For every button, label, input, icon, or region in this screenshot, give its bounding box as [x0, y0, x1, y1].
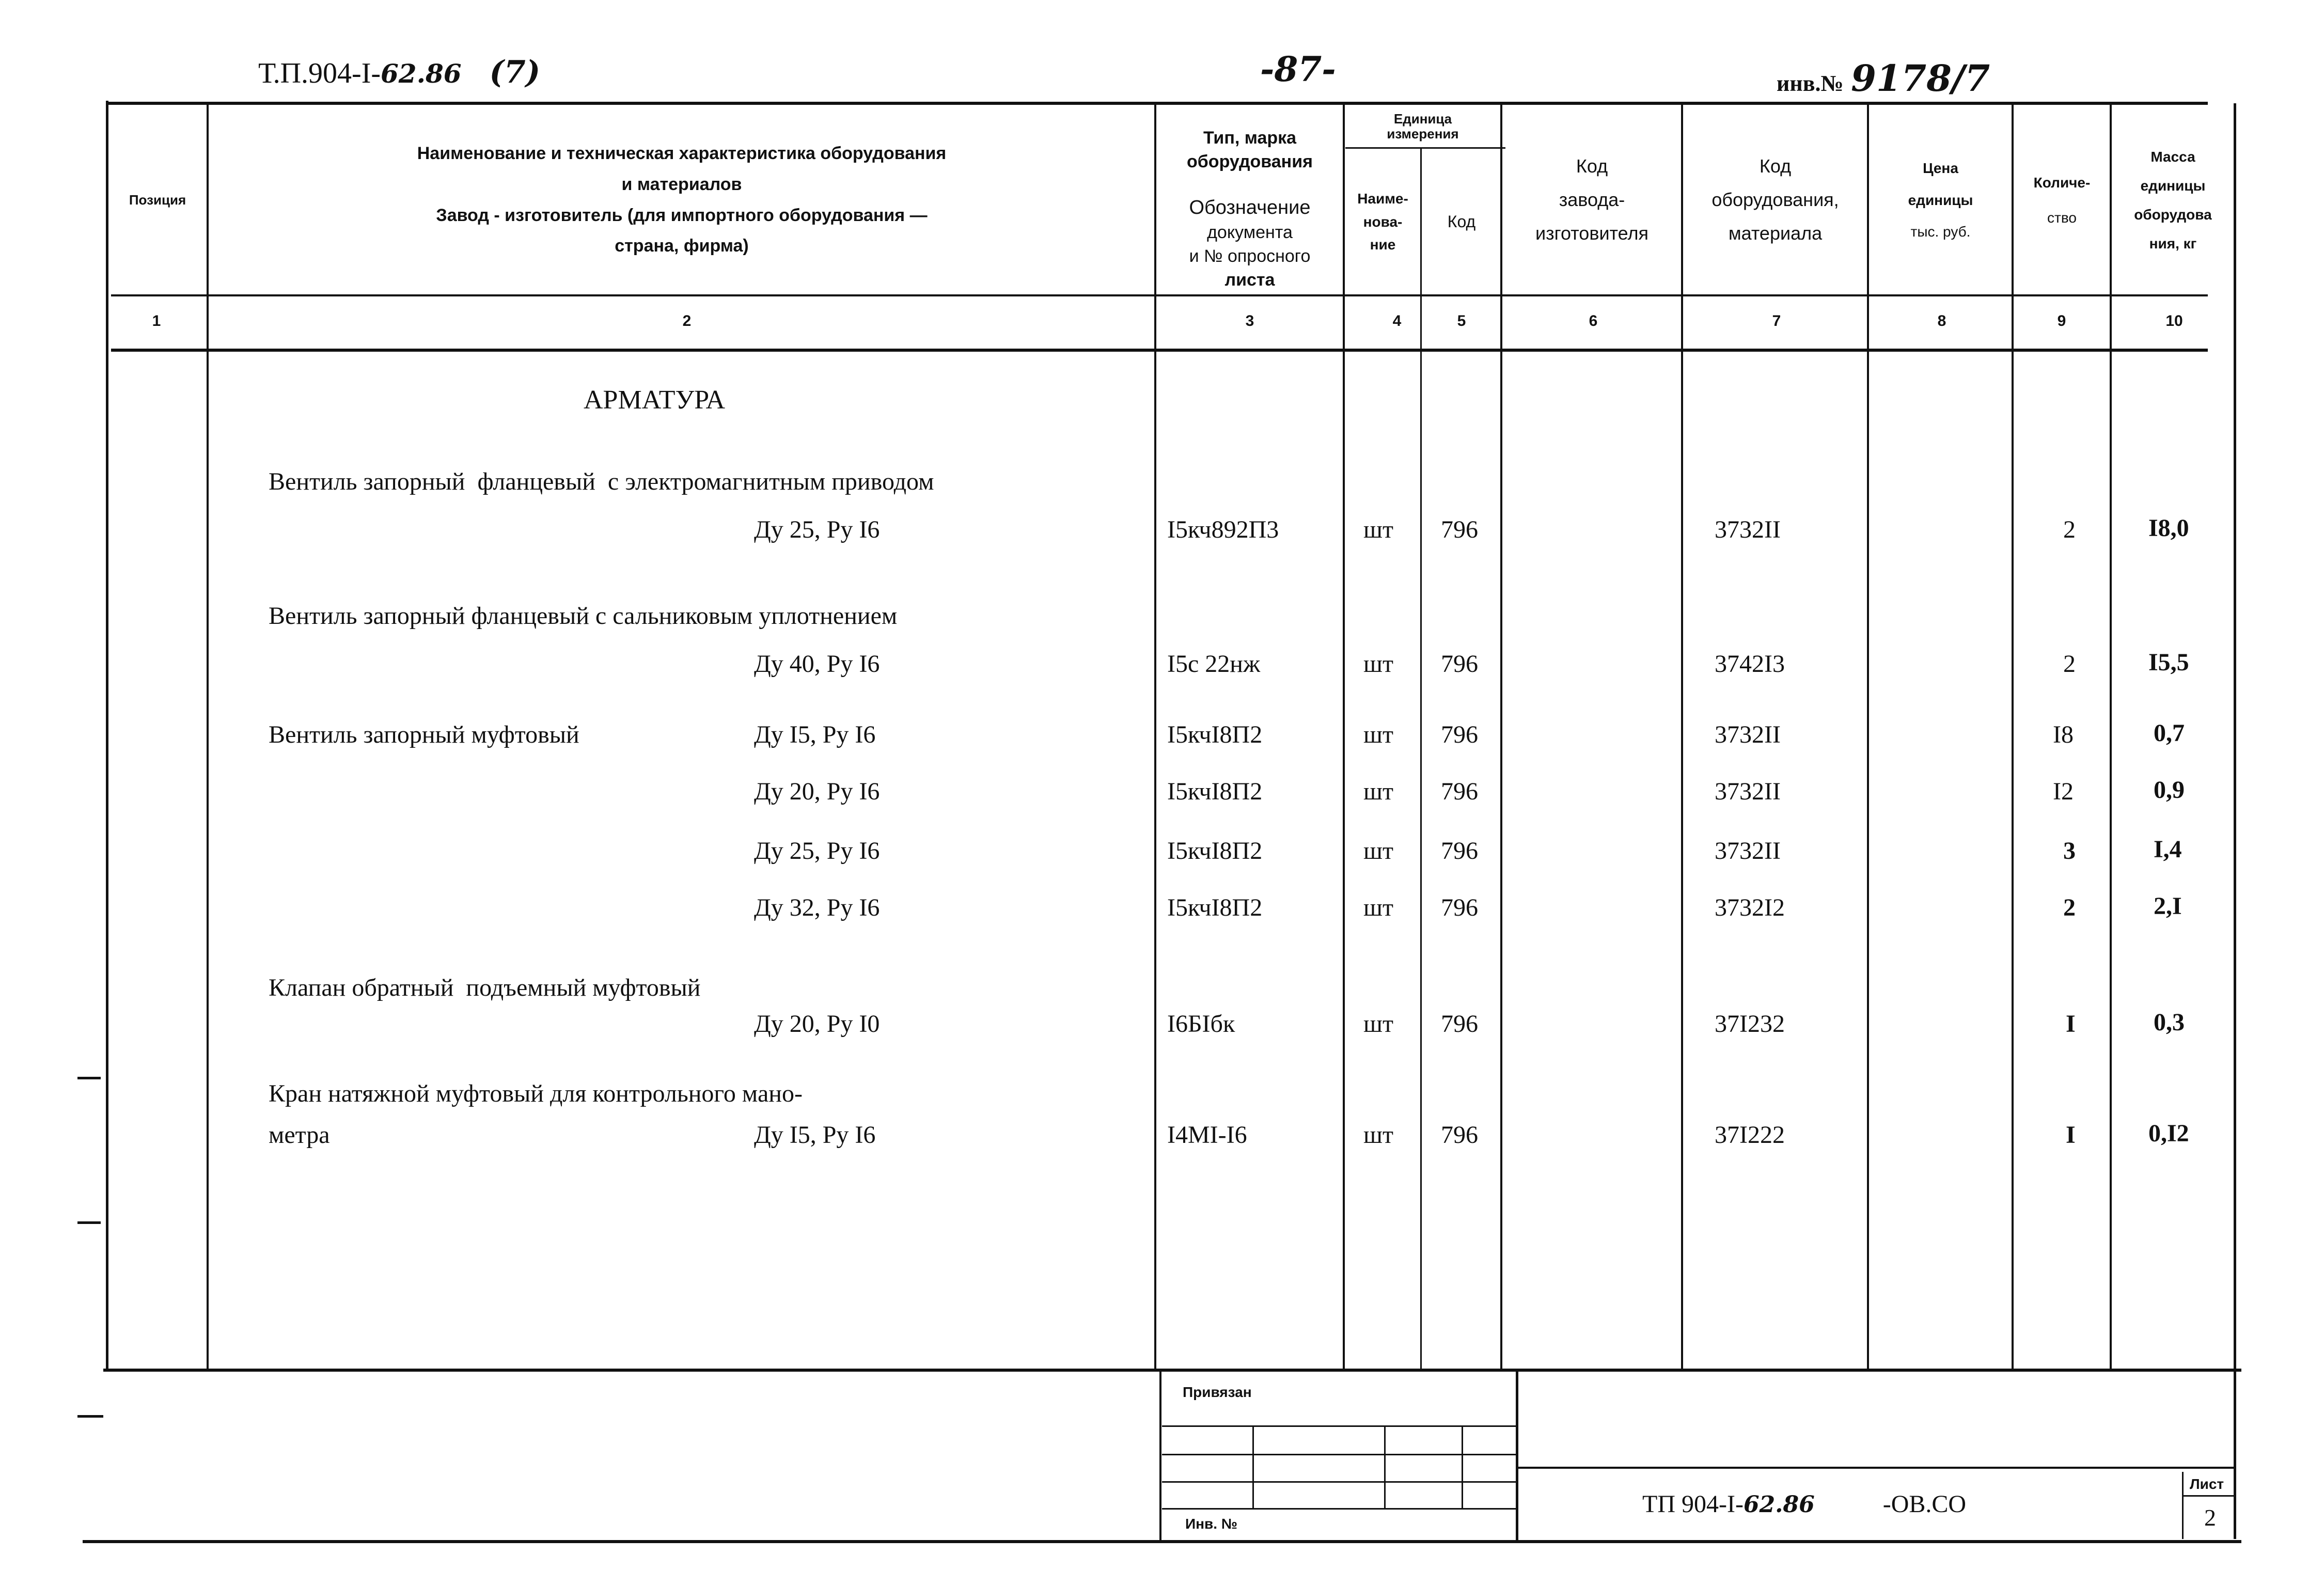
- item-mass: I5,5: [2148, 649, 2189, 676]
- header-unit-code-text: Код: [1447, 212, 1476, 231]
- item-unit-code: 796: [1441, 894, 1478, 921]
- page-bottom-border: [83, 1540, 2241, 1543]
- sheet-number: 2: [2204, 1504, 2216, 1531]
- stamp-code-suffix: -ОВ.СО: [1882, 1490, 1967, 1518]
- col-number-9: 9: [2057, 312, 2066, 329]
- item-mass: I,4: [2154, 836, 2182, 863]
- col-line-2: [1154, 103, 1156, 1369]
- item-unit: шт: [1363, 1010, 1393, 1038]
- stamp-grid-v2: [1384, 1425, 1386, 1508]
- item-mass: 0,I2: [2148, 1120, 2189, 1147]
- stamp-left-line: [1159, 1369, 1161, 1542]
- item-unit: шт: [1363, 721, 1393, 748]
- item-spec: Ду 25, Ру I6: [754, 516, 880, 543]
- item-mass: 0,3: [2154, 1009, 2185, 1036]
- col-line-7: [1867, 103, 1869, 1369]
- item-spec: Ду 20, Ру I6: [754, 778, 880, 805]
- item-mass: I8,0: [2148, 514, 2189, 542]
- inventory-number: [1777, 57, 1990, 100]
- item-quantity: I8: [2053, 721, 2074, 748]
- stamp-bound-label: Привязан: [1183, 1384, 1252, 1400]
- item-quantity: 2: [2063, 516, 2076, 543]
- col-line-8: [2012, 103, 2014, 1369]
- header-qty-line1: Количе-: [2033, 175, 2091, 191]
- stamp-mid-line: [1516, 1369, 1518, 1542]
- item-name: Вентиль запорный муфтовый: [269, 721, 579, 748]
- header-type-line1: Тип, марка: [1203, 128, 1297, 148]
- item-type: I5кчI8П2: [1167, 721, 1263, 748]
- item-type: I5кчI8П2: [1167, 894, 1263, 921]
- col-line-1: [207, 103, 209, 1369]
- item-unit: шт: [1363, 778, 1393, 805]
- item-quantity: I2: [2053, 778, 2074, 805]
- item-unit-code: 796: [1441, 650, 1478, 678]
- inventory-label: инв.№: [1777, 71, 1844, 96]
- doc-ref-handwritten: 62.86: [381, 58, 462, 89]
- item-unit-code: 796: [1441, 837, 1478, 865]
- stamp-inv-label: Инв. №: [1185, 1516, 1238, 1532]
- document-reference: [258, 54, 540, 90]
- header-eq-code-line2: оборудования,: [1711, 189, 1839, 211]
- header-plant-code-line2: завода-: [1559, 189, 1625, 211]
- margin-mark-2: [77, 1221, 101, 1224]
- header-name: [209, 106, 1154, 294]
- header-unit-group: [1345, 106, 1500, 147]
- header-mass-line2: единицы: [2140, 177, 2206, 194]
- header-unit-name-line1: Наиме-: [1357, 190, 1408, 207]
- header-doc-line4: листа: [1224, 270, 1275, 290]
- item-mass: 0,9: [2154, 776, 2185, 804]
- item-spec: Ду I5, Ру I6: [754, 1121, 876, 1149]
- item-quantity: I: [2066, 1121, 2076, 1149]
- item-quantity: 2: [2063, 894, 2076, 921]
- header-mass-line4: ния, кг: [2149, 235, 2197, 252]
- col-line-9: [2110, 103, 2112, 1369]
- table-bottom-border: [103, 1369, 2241, 1372]
- header-doc-line3: и № опросного: [1189, 246, 1311, 266]
- item-unit-code: 796: [1441, 516, 1478, 543]
- stamp-code-handwritten: 62.86: [1743, 1491, 1815, 1518]
- col-number-6: 6: [1589, 312, 1598, 329]
- item-eq-code: 37I222: [1715, 1121, 1785, 1149]
- header-unit-group-line1: Единица: [1393, 111, 1452, 127]
- sheet-box-divider: [2182, 1495, 2234, 1497]
- margin-mark-3: [77, 1415, 103, 1418]
- header-mass-line1: Масса: [2150, 148, 2195, 165]
- item-unit: шт: [1363, 837, 1393, 865]
- item-unit-code: 796: [1441, 778, 1478, 805]
- header-price-line2: единицы: [1908, 192, 1973, 208]
- item-spec: Ду 25, Ру I6: [754, 837, 880, 865]
- header-eq-code-line1: Код: [1759, 155, 1792, 177]
- header-unit-name-line3: ние: [1370, 237, 1396, 253]
- sheet-label: Лист: [2190, 1476, 2224, 1492]
- item-name: метра: [269, 1121, 330, 1149]
- header-name-line3: Завод - изготовитель (для импортного оборудования —: [436, 205, 928, 225]
- col-number-2: 2: [682, 312, 692, 329]
- col-number-3: 3: [1245, 312, 1254, 329]
- item-type: I6БIбк: [1167, 1010, 1235, 1038]
- stamp-right-top-line: [1518, 1467, 2236, 1469]
- col-number-8: 8: [1937, 312, 1946, 329]
- item-quantity: I: [2066, 1010, 2076, 1038]
- item-unit: шт: [1363, 650, 1393, 678]
- item-eq-code: 3732II: [1715, 721, 1781, 748]
- col-line-5: [1500, 103, 1502, 1369]
- header-position-text: Позиция: [129, 192, 186, 208]
- section-title: АРМАТУРА: [584, 385, 726, 415]
- item-name: Клапан обратный подъемный муфтовый: [269, 974, 701, 1001]
- item-eq-code: 3742I3: [1715, 650, 1785, 678]
- item-quantity: 2: [2063, 650, 2076, 678]
- colnum-divider: [111, 349, 2208, 352]
- item-spec: Ду I5, Ру I6: [754, 721, 876, 748]
- stamp-grid-v1: [1252, 1425, 1254, 1508]
- item-quantity: 3: [2063, 837, 2076, 865]
- col-number-5: 5: [1457, 312, 1466, 329]
- header-quantity: [2014, 106, 2110, 294]
- item-mass: 2,I: [2154, 892, 2182, 920]
- item-eq-code: 3732II: [1715, 516, 1781, 543]
- margin-mark-1: [77, 1077, 101, 1079]
- stamp-grid-v3: [1462, 1425, 1463, 1508]
- col-number-10: 10: [2165, 312, 2183, 329]
- doc-ref-paren: (7): [489, 54, 541, 90]
- header-name-line2: и материалов: [621, 174, 742, 194]
- header-price: [1870, 106, 2012, 294]
- item-unit-code: 796: [1441, 721, 1478, 748]
- table-top-border: [106, 102, 2208, 105]
- unit-group-divider: [1345, 147, 1505, 149]
- item-unit-code: 796: [1441, 1010, 1478, 1038]
- stamp-code-prefix: ТП 904-I-: [1642, 1490, 1744, 1518]
- item-unit: шт: [1363, 516, 1393, 543]
- col-line-3: [1343, 103, 1345, 1369]
- item-name: Кран натяжной муфтовый для контрольного мано-: [269, 1080, 803, 1107]
- stamp-line-4: [1162, 1508, 1516, 1510]
- item-spec: Ду 40, Ру I6: [754, 650, 880, 678]
- header-type: [1157, 106, 1343, 294]
- col-number-1: 1: [152, 312, 161, 329]
- header-unit-group-line2: измерения: [1387, 126, 1459, 142]
- header-equipment-code: [1684, 106, 1867, 294]
- item-name: Вентиль запорный фланцевый с сальниковым уплотнением: [269, 602, 898, 630]
- item-spec: Ду 32, Ру I6: [754, 894, 880, 921]
- item-name: Вентиль запорный фланцевый с электромагнитным приводом: [269, 468, 934, 495]
- item-unit: шт: [1363, 1121, 1393, 1149]
- inventory-value: 9178/7: [1851, 57, 1990, 100]
- doc-ref-text: Т.П.904-I-: [258, 57, 381, 89]
- item-type: I5с 22нж: [1167, 650, 1261, 678]
- item-eq-code: 37I232: [1715, 1010, 1785, 1038]
- col-number-7: 7: [1772, 312, 1781, 329]
- header-plant-code-line3: изготовителя: [1535, 222, 1648, 244]
- header-eq-code-line3: материала: [1728, 222, 1823, 244]
- header-name-line1: Наименование и техническая характеристика оборудования: [417, 143, 947, 163]
- item-unit-code: 796: [1441, 1121, 1478, 1149]
- col-line-right: [2234, 103, 2236, 1539]
- header-name-line4: страна, фирма): [615, 236, 749, 256]
- item-type: I4МI-I6: [1167, 1121, 1247, 1149]
- header-divider: [111, 294, 2208, 296]
- header-doc-line1: Обозначение: [1189, 196, 1311, 218]
- item-spec: Ду 20, Ру I0: [754, 1010, 880, 1038]
- header-unit-name: [1345, 150, 1420, 294]
- item-eq-code: 3732II: [1715, 837, 1781, 865]
- header-type-line2: оборудования: [1187, 151, 1313, 171]
- header-price-line3: тыс. руб.: [1910, 224, 1971, 240]
- header-price-line1: Цена: [1923, 160, 1958, 177]
- item-type: I5кчI8П2: [1167, 778, 1263, 805]
- header-unit-code: [1423, 150, 1500, 294]
- item-unit: шт: [1363, 894, 1393, 921]
- item-mass: 0,7: [2154, 719, 2185, 747]
- item-type: I5кчI8П2: [1167, 837, 1263, 865]
- col-number-4: 4: [1392, 312, 1402, 329]
- page-number: -87-: [1260, 49, 1336, 89]
- header-plant-code: [1503, 106, 1681, 294]
- item-type: I5кч892П3: [1167, 516, 1279, 543]
- header-mass-line3: оборудова: [2134, 206, 2212, 223]
- header-plant-code-line1: Код: [1576, 155, 1608, 177]
- header-qty-line2: ство: [2047, 209, 2077, 226]
- header-position: [108, 106, 207, 294]
- col-line-4: [1420, 147, 1422, 1369]
- item-eq-code: 3732II: [1715, 778, 1781, 805]
- header-unit-name-line2: нова-: [1363, 213, 1403, 230]
- header-mass: [2112, 106, 2234, 294]
- header-doc-line2: документа: [1207, 223, 1293, 243]
- item-eq-code: 3732I2: [1715, 894, 1785, 921]
- sheet-box-line: [2182, 1472, 2184, 1539]
- col-line-6: [1681, 103, 1683, 1369]
- stamp-document-code: [1642, 1490, 1966, 1518]
